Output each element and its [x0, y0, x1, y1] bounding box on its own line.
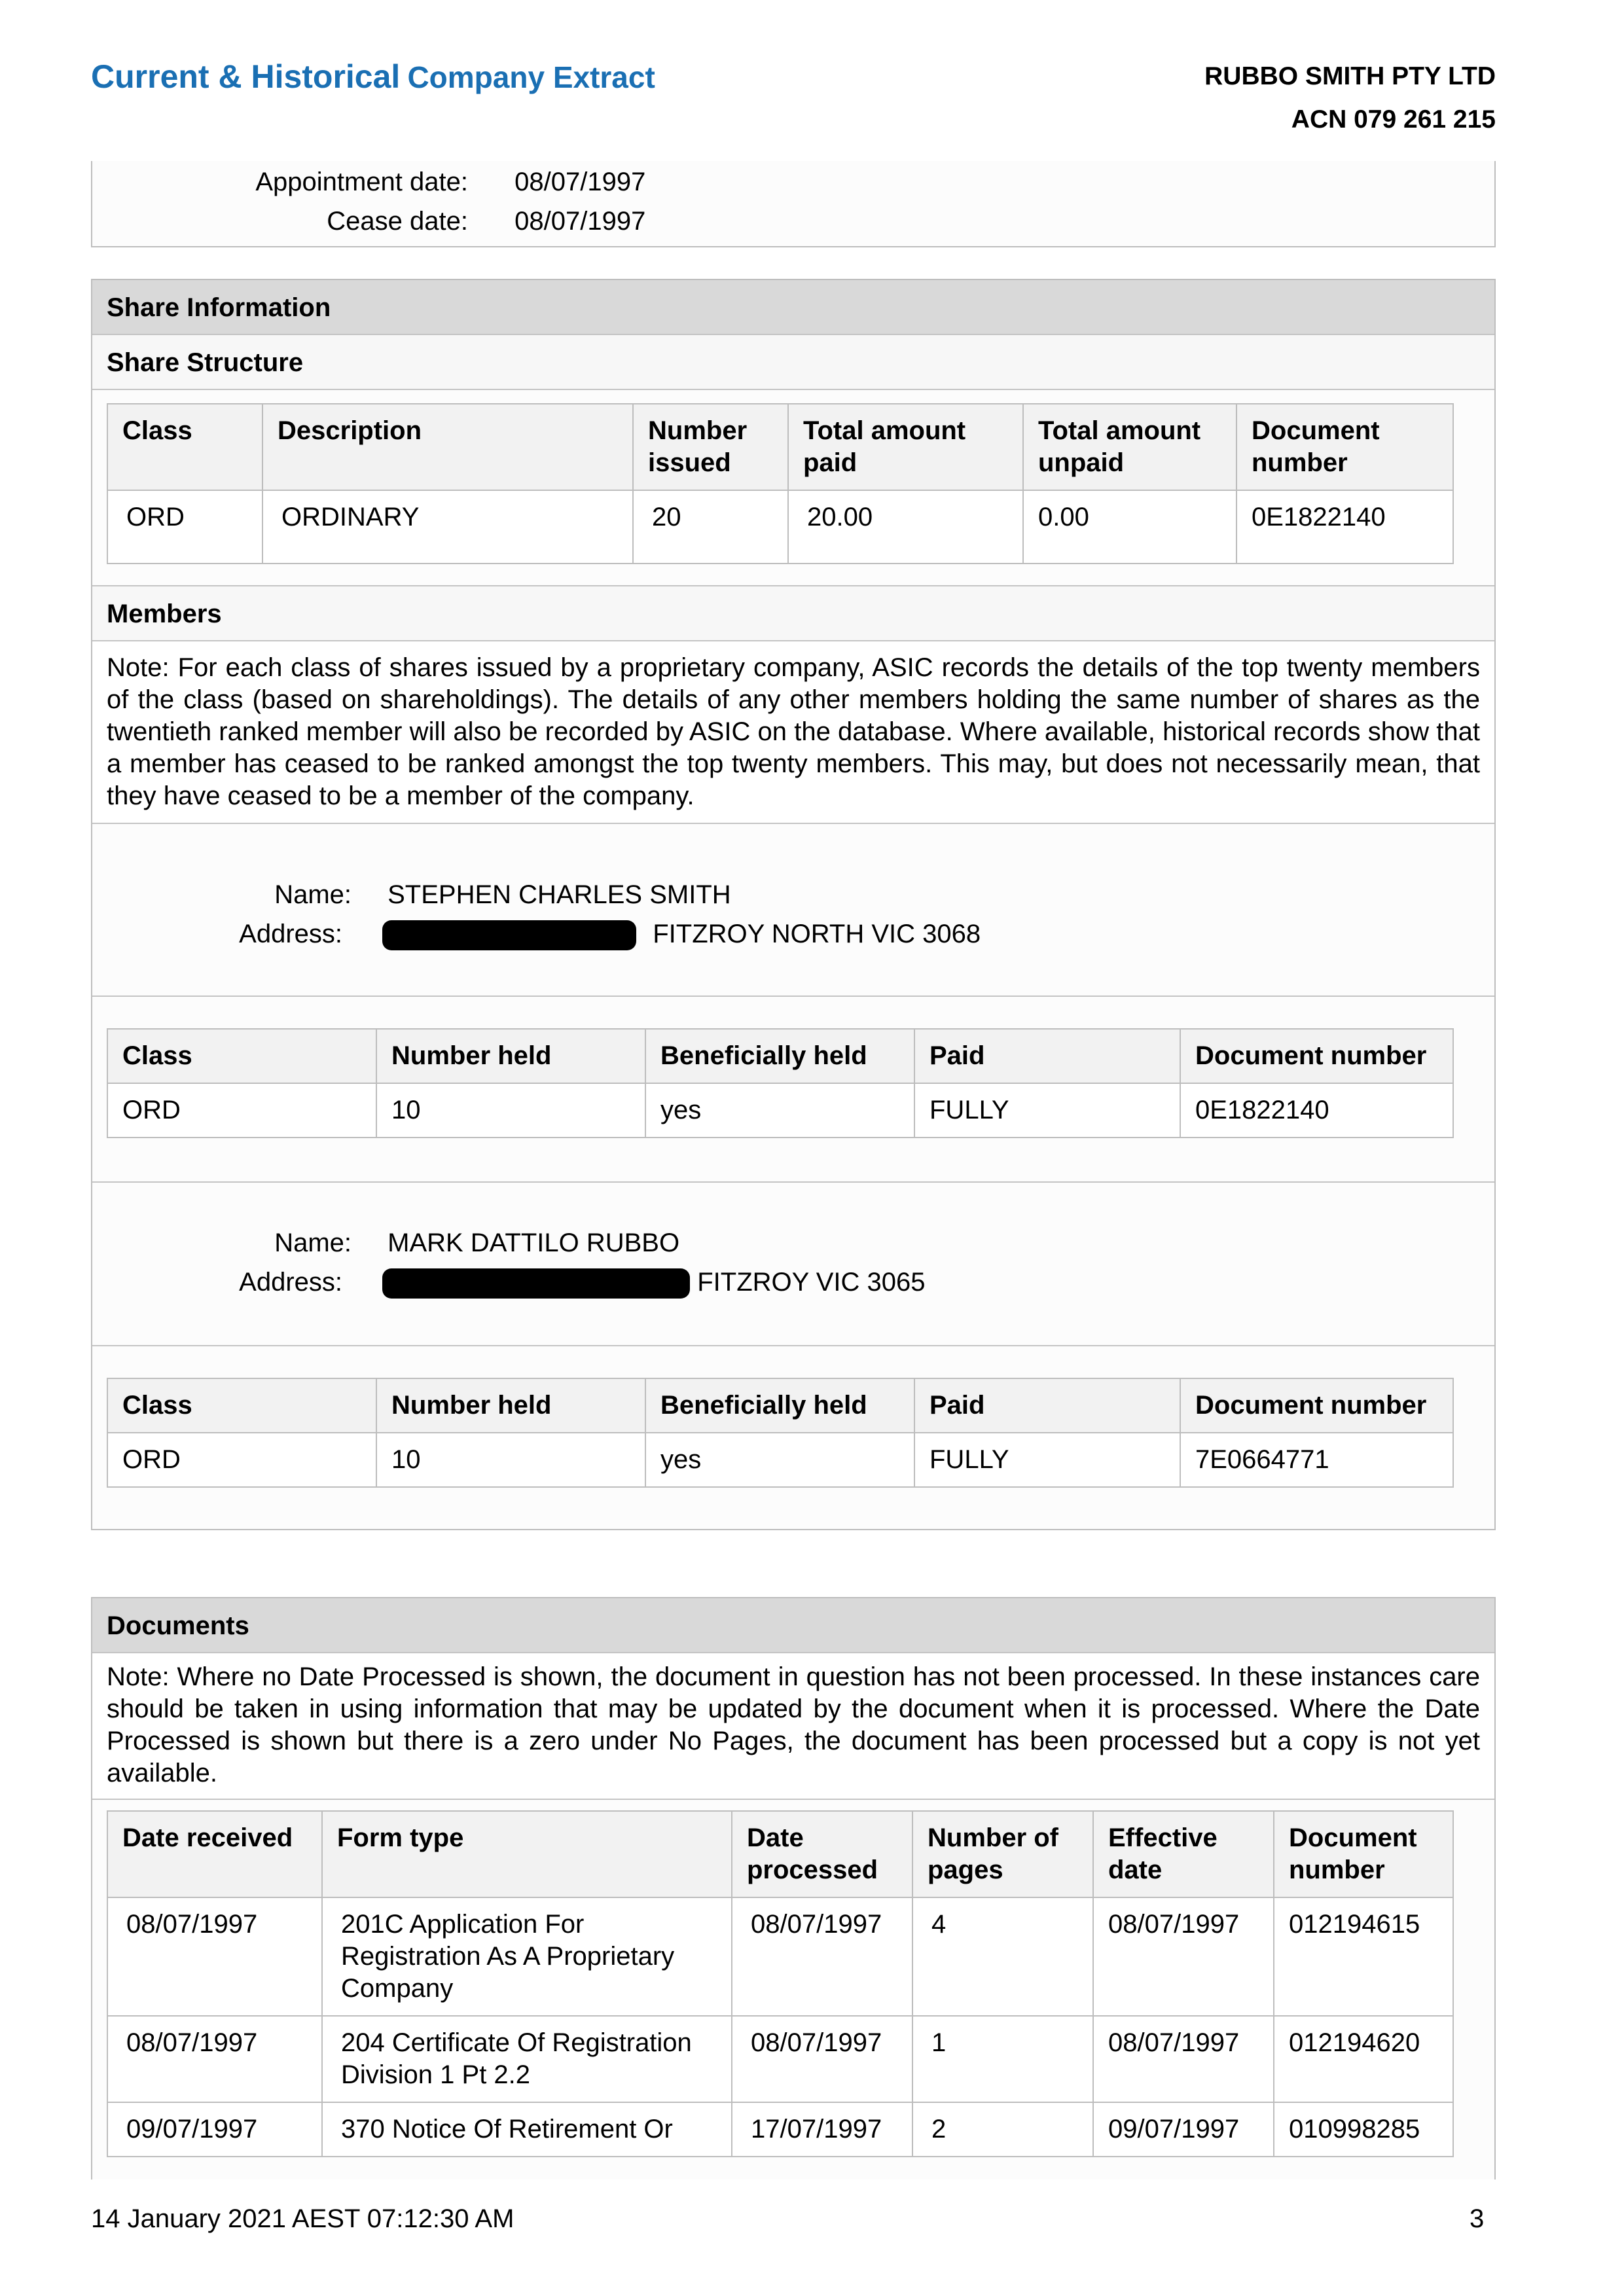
cell-paid: FULLY	[914, 1083, 1180, 1138]
cell-number-issued: 20	[633, 490, 788, 564]
cease-date-label: Cease date:	[327, 207, 468, 236]
col-paid: Paid	[914, 1378, 1180, 1433]
cease-date-row	[92, 207, 645, 236]
col-beneficially-held: Beneficially held	[645, 1029, 914, 1083]
table-row	[107, 1433, 1453, 1487]
redaction-mark	[382, 920, 636, 950]
documents-note: Note: Where no Date Processed is shown, the document in question has not been processed. In these instances care should be taken in using information that may be updated by the document when it is processed. Where the Date Processed is shown but there is a zero under No Pages, the document has been processed but a copy is not yet available.	[92, 1653, 1494, 1800]
col-total-paid: Total amount paid	[788, 404, 1023, 490]
page-number: 3	[1470, 2204, 1485, 2233]
cell-date-processed: 17/07/1997	[732, 2102, 912, 2157]
cell-class: ORD	[107, 1433, 376, 1487]
cell-number-of-pages: 2	[912, 2102, 1093, 2157]
cell-number-of-pages: 4	[912, 1897, 1093, 2016]
cell-date-processed: 08/07/1997	[732, 2016, 912, 2102]
company-acn: ACN 079 261 215	[1291, 105, 1496, 134]
cell-form-type: 201C Application For Registration As A Proprietary Company	[322, 1897, 732, 2016]
appointment-date-value: 08/07/1997	[514, 168, 646, 196]
col-form-type: Form type	[322, 1811, 732, 1897]
member-name: MARK DATTILO RUBBO	[388, 1229, 680, 1257]
documents-section	[91, 1597, 1496, 2179]
share-information-section	[91, 279, 1496, 1530]
member-address-row	[92, 920, 981, 950]
footer-timestamp: 14 January 2021 AEST 07:12:30 AM	[91, 2204, 514, 2233]
share-structure-region	[92, 390, 1494, 586]
cell-total-paid: 20.00	[788, 490, 1023, 564]
member-address: FITZROY NORTH VIC 3068	[653, 920, 981, 948]
member-name-row	[92, 1229, 679, 1258]
member-address-label: Address:	[239, 920, 342, 948]
member-name-label: Name:	[274, 880, 352, 909]
holdings-header-row	[107, 1378, 1453, 1433]
cell-class: ORD	[107, 490, 262, 564]
cell-number-held: 10	[376, 1433, 645, 1487]
members-heading: Members	[92, 586, 1494, 641]
title-part-2: Company Extract	[407, 60, 655, 94]
table-row	[107, 490, 1453, 564]
col-beneficially-held: Beneficially held	[645, 1378, 914, 1433]
member-name-row	[92, 880, 731, 910]
cell-total-unpaid: 0.00	[1023, 490, 1236, 564]
member-address-row	[92, 1268, 926, 1299]
cell-date-received: 09/07/1997	[107, 2102, 322, 2157]
member-address: FITZROY VIC 3065	[697, 1268, 926, 1297]
member-2-details	[92, 1183, 1494, 1346]
appointment-date-row	[92, 168, 645, 197]
cell-document-number: 012194615	[1274, 1897, 1453, 2016]
company-identity	[1204, 55, 1496, 141]
title-part-1: Current & Historical	[91, 58, 401, 95]
col-number-held: Number held	[376, 1378, 645, 1433]
member-address-label: Address:	[239, 1268, 342, 1297]
documents-header-row	[107, 1811, 1453, 1897]
cell-document-number: 012194620	[1274, 2016, 1453, 2102]
cell-date-processed: 08/07/1997	[732, 1897, 912, 2016]
cell-effective-date: 08/07/1997	[1093, 2016, 1274, 2102]
cell-document-number: 7E0664771	[1180, 1433, 1453, 1487]
member-1-details	[92, 824, 1494, 997]
cell-number-of-pages: 1	[912, 2016, 1093, 2102]
members-note: Note: For each class of shares issued by a proprietary company, ASIC records the details of the top twenty members of the class (based on shareholdings). The details of any other members holding the same number of shares as the twentieth ranked member will also be recorded by ASIC on the database. Where available, historical records show that a member has ceased to be ranked amongst the top twenty members. This may, but does not necessarily mean, that they have ceased to be a member of the company.	[92, 641, 1494, 824]
col-number-of-pages: Number of pages	[912, 1811, 1093, 1897]
col-description: Description	[262, 404, 633, 490]
documents-table	[107, 1810, 1454, 2157]
cell-document-number: 0E1822140	[1236, 490, 1453, 564]
documents-heading: Documents	[92, 1598, 1494, 1653]
cell-effective-date: 08/07/1997	[1093, 1897, 1274, 2016]
col-effective-date: Effective date	[1093, 1811, 1274, 1897]
share-structure-table	[107, 403, 1454, 564]
col-class: Class	[107, 1029, 376, 1083]
col-class: Class	[107, 404, 262, 490]
company-name: RUBBO SMITH PTY LTD	[1204, 62, 1496, 90]
table-row	[107, 1083, 1453, 1138]
table-row	[107, 2102, 1453, 2157]
cell-document-number: 010998285	[1274, 2102, 1453, 2157]
cell-beneficially-held: yes	[645, 1083, 914, 1138]
col-date-received: Date received	[107, 1811, 322, 1897]
document-title	[91, 58, 655, 96]
cell-form-type: 204 Certificate Of Registration Division 1 Pt 2.2	[322, 2016, 732, 2102]
cell-paid: FULLY	[914, 1433, 1180, 1487]
documents-table-region	[92, 1800, 1494, 2166]
member-holdings-table	[107, 1028, 1454, 1138]
table-row	[107, 2016, 1453, 2102]
appointment-date-label: Appointment date:	[255, 168, 468, 196]
cell-date-received: 08/07/1997	[107, 2016, 322, 2102]
cell-class: ORD	[107, 1083, 376, 1138]
col-class: Class	[107, 1378, 376, 1433]
member-2-holdings-region	[92, 1346, 1494, 1518]
share-structure-heading: Share Structure	[92, 335, 1494, 390]
member-name-label: Name:	[274, 1229, 352, 1257]
col-document-number: Document number	[1180, 1029, 1453, 1083]
redaction-mark	[382, 1268, 690, 1299]
cell-number-held: 10	[376, 1083, 645, 1138]
cell-form-type: 370 Notice Of Retirement Or	[322, 2102, 732, 2157]
col-document-number: Document number	[1274, 1811, 1453, 1897]
cell-date-received: 08/07/1997	[107, 1897, 322, 2016]
col-paid: Paid	[914, 1029, 1180, 1083]
col-number-held: Number held	[376, 1029, 645, 1083]
col-total-unpaid: Total amount unpaid	[1023, 404, 1236, 490]
col-document-number: Document number	[1236, 404, 1453, 490]
share-structure-header-row	[107, 404, 1453, 490]
cease-date-value: 08/07/1997	[514, 207, 646, 236]
share-information-heading: Share Information	[92, 280, 1494, 335]
member-name: STEPHEN CHARLES SMITH	[388, 880, 731, 909]
col-date-processed: Date processed	[732, 1811, 912, 1897]
cell-effective-date: 09/07/1997	[1093, 2102, 1274, 2157]
member-holdings-table	[107, 1378, 1454, 1488]
cell-description: ORDINARY	[262, 490, 633, 564]
col-number-issued: Number issued	[633, 404, 788, 490]
table-row	[107, 1897, 1453, 2016]
cell-document-number: 0E1822140	[1180, 1083, 1453, 1138]
cell-beneficially-held: yes	[645, 1433, 914, 1487]
officer-continuation-box	[91, 161, 1496, 247]
member-1-holdings-region	[92, 997, 1494, 1183]
col-document-number: Document number	[1180, 1378, 1453, 1433]
holdings-header-row	[107, 1029, 1453, 1083]
